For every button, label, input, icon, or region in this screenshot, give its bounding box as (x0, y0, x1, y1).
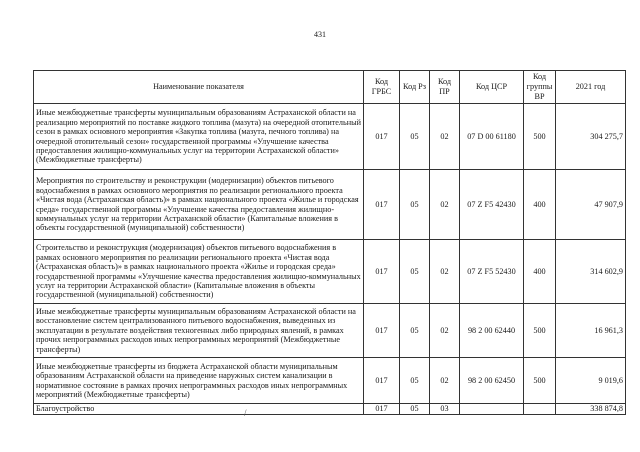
row-pr: 02 (430, 170, 460, 240)
table-header-row (34, 71, 626, 104)
header-grbs: Код ГРБС (364, 71, 400, 104)
header-vr: Код группы ВР (524, 71, 556, 104)
row-vr: 400 (524, 170, 556, 240)
page-number: 431 (314, 30, 326, 39)
row-rz: 05 (400, 404, 430, 415)
row-amount: 314 602,9 (556, 240, 626, 304)
row-grbs: 017 (364, 404, 400, 415)
row-amount: 304 275,7 (556, 104, 626, 170)
row-amount: 16 961,3 (556, 304, 626, 358)
header-pr: Код ПР (430, 71, 460, 104)
header-year: 2021 год (556, 71, 626, 104)
table-row (34, 104, 626, 170)
row-csr: 98 2 00 62450 (460, 358, 524, 404)
row-pr: 02 (430, 358, 460, 404)
row-rz: 05 (400, 104, 430, 170)
row-pr: 03 (430, 404, 460, 415)
row-pr: 02 (430, 240, 460, 304)
budget-table (33, 70, 626, 415)
table-row (34, 170, 626, 240)
row-vr: 400 (524, 240, 556, 304)
row-pr: 02 (430, 304, 460, 358)
header-csr: Код ЦСР (460, 71, 524, 104)
row-csr: 07 Z F5 52430 (460, 240, 524, 304)
row-name: Иные межбюджетные трансферты муниципальным образованиям Астраханской области на реализацию мероприятий по поставке жидкого топлива (мазута) на очередной отопительный сезон в рамках основного мероприятия «Закупка топлива (мазута, печного топлива) на очередной отопительный сезон» государственной программы «Улучшение качества предоставления жилищно-коммунальных услуг на территории Астраханской области» (Межбюджетные трансферты) (34, 104, 364, 170)
table-row (34, 358, 626, 404)
row-vr: 500 (524, 304, 556, 358)
row-vr: 500 (524, 358, 556, 404)
row-pr: 02 (430, 104, 460, 170)
row-amount: 47 907,9 (556, 170, 626, 240)
row-name: Строительство и реконструкция (модернизация) объектов питьевого водоснабжения в рамках основного мероприятия по реализации регионального проекта «Чистая вода (Астраханская область)» в рамках национального проекта «Жилье и городская среда» государственной программы «Улучшение качества предоставления жилищно-коммунальных услуг на территории Астраханской области» (Капитальные вложения в объекты государственной (муниципальной) собственности) (34, 240, 364, 304)
row-grbs: 017 (364, 170, 400, 240)
row-vr: 500 (524, 104, 556, 170)
table-row (34, 240, 626, 304)
row-csr: 07 D 00 61180 (460, 104, 524, 170)
header-rz: Код Рз (400, 71, 430, 104)
row-rz: 05 (400, 304, 430, 358)
row-csr: 98 2 00 62440 (460, 304, 524, 358)
row-csr (460, 404, 524, 415)
row-amount: 338 874,8 (556, 404, 626, 415)
row-grbs: 017 (364, 304, 400, 358)
table-row (34, 404, 626, 415)
row-vr (524, 404, 556, 415)
row-grbs: 017 (364, 358, 400, 404)
row-name: Иные межбюджетные трансферты муниципальным образованиям Астраханской области на восстановление систем централизованного питьевого водоснабжения, выведенных из эксплуатации в результате воздействия техногенных либо природных явлений, в рамках прочих непрограммных расходов иных непрограммных мероприятий (Межбюджетные трансферты) (34, 304, 364, 358)
row-grbs: 017 (364, 104, 400, 170)
scan-mark: / (244, 408, 247, 418)
row-name: Благоустройство (34, 404, 364, 415)
table-row (34, 304, 626, 358)
row-amount: 9 019,6 (556, 358, 626, 404)
row-csr: 07 Z F5 42430 (460, 170, 524, 240)
header-name: Наименование показателя (34, 71, 364, 104)
row-name: Мероприятия по строительству и реконструкции (модернизации) объектов питьевого водоснабжения в рамках основного мероприятия по реализации регионального проекта «Чистая вода (Астраханская область)» в рамках национального проекта «Жилье и городская среда» государственной программы «Улучшение качества предоставления жилищно-коммунальных услуг на территории Астраханской области» (Капитальные вложения в объекты государственной (муниципальной) собственности) (34, 170, 364, 240)
row-rz: 05 (400, 240, 430, 304)
row-rz: 05 (400, 170, 430, 240)
row-rz: 05 (400, 358, 430, 404)
row-grbs: 017 (364, 240, 400, 304)
row-name: Иные межбюджетные трансферты из бюджета Астраханской области муниципальным образованиям Астраханской области на приведение наружных систем канализации в нормативное состояние в рамках прочих непрограммных расходов иных непрограммных мероприятий (Межбюджетные трансферты) (34, 358, 364, 404)
